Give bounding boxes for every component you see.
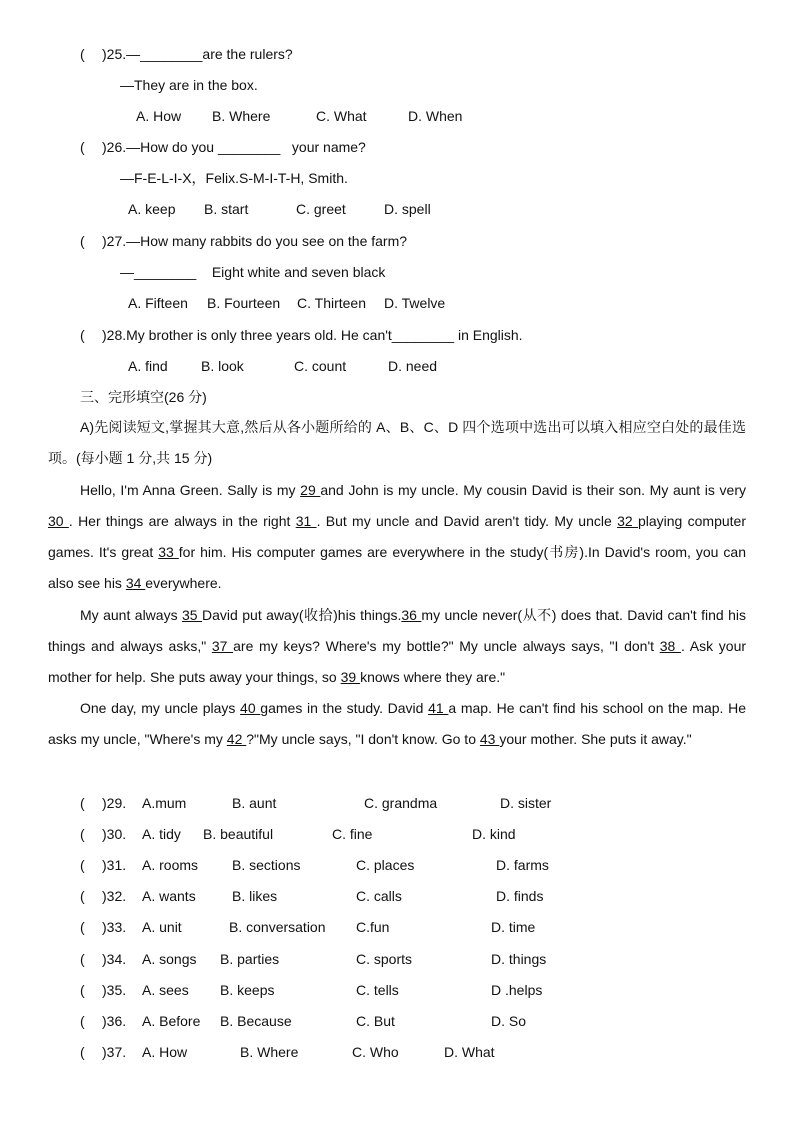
blank-number: 37	[211, 638, 234, 654]
passage-text: ?"My uncle says, "I don't know. Go to	[246, 731, 480, 747]
option-b: B. keeps	[220, 981, 275, 998]
passage-text: a map. He can't find his school on the map. He asks my uncle, "Where's my	[48, 700, 746, 747]
option-a: A. Before	[142, 1012, 201, 1029]
option-d: D. What	[444, 1043, 495, 1060]
option-a: A. keep	[128, 201, 176, 217]
answer-bracket: (	[80, 857, 85, 874]
option-b: B. start	[204, 201, 249, 217]
passage-text: and John is my uncle. My cousin David is their son. My aunt is very	[320, 482, 746, 498]
option-c: C. count	[294, 358, 347, 374]
option-d: D. sister	[500, 795, 552, 811]
blank-number: 36	[401, 607, 422, 623]
blank-number: 40	[240, 700, 261, 716]
passage-text: One day, my uncle plays	[80, 700, 241, 716]
blank-number: 41	[428, 700, 449, 716]
option-a: A. sees	[142, 981, 189, 998]
option-a: A. unit	[142, 919, 182, 936]
option-d: D. farms	[496, 857, 549, 874]
option-d: D .helps	[491, 981, 543, 998]
answer-bracket: (	[80, 826, 85, 843]
question-stem: )27.—How many rabbits do you see on the farm?	[102, 233, 408, 249]
blank-number: 34	[125, 575, 146, 591]
blank-number: 42	[226, 731, 247, 747]
question-number: )32.	[102, 888, 127, 905]
option-c: C. places	[356, 857, 415, 874]
blank-number: 31	[295, 513, 317, 529]
option-c: C. What	[316, 108, 367, 124]
answer-bracket: (	[80, 139, 85, 155]
option-d: D. things	[491, 950, 547, 967]
passage-text: games in the study. David	[260, 700, 429, 716]
passage-text: David put away(收拾)his things.	[202, 607, 402, 623]
passage-paragraph-3	[48, 693, 746, 755]
answer-bracket: (	[80, 233, 85, 249]
option-c: C. sports	[356, 950, 413, 967]
passage-paragraph-1	[48, 475, 746, 599]
option-b: B. Where	[240, 1043, 299, 1060]
option-a: A. rooms	[142, 857, 199, 874]
blank-number: 43	[479, 731, 500, 747]
answer-bracket: (	[80, 795, 85, 811]
option-d: D. So	[491, 1012, 527, 1029]
question-stem: )25.—________are the rulers?	[102, 46, 293, 62]
option-c: C. grandma	[364, 795, 438, 811]
option-d: D. finds	[496, 888, 544, 905]
passage-text: . But my uncle and David aren't tidy. My uncle	[316, 513, 618, 529]
section-instruction	[48, 412, 746, 474]
section-heading: 三、完形填空(26 分)	[80, 389, 207, 405]
option-b: B. likes	[232, 888, 278, 905]
option-b: B. look	[201, 358, 244, 374]
blank-number: 29	[300, 482, 321, 498]
option-c: C.fun	[356, 919, 390, 936]
option-a: A. find	[128, 358, 168, 374]
option-b: B. Because	[220, 1012, 292, 1029]
passage-text: Hello, I'm Anna Green. Sally is my	[80, 482, 301, 498]
option-d: D. kind	[472, 826, 516, 843]
passage-text: my uncle never(从不) does that. David can't find his things and always asks,"	[48, 607, 747, 654]
blank-number: 33	[158, 544, 179, 560]
answer-bracket: (	[80, 981, 85, 998]
passage-text: knows where they are."	[360, 669, 506, 685]
option-c: C. fine	[332, 826, 373, 843]
option-b: B. sections	[232, 857, 301, 874]
option-c: C. Thirteen	[297, 295, 366, 311]
question-number: )36.	[102, 1012, 127, 1029]
question-number: )37.	[102, 1043, 127, 1060]
blank-number: 30	[48, 513, 69, 529]
option-d: D. need	[388, 358, 438, 374]
question-reply: —They are in the box.	[120, 77, 258, 93]
option-a: A. Fifteen	[128, 295, 188, 311]
blank-number: 38	[659, 638, 681, 654]
option-c: C. Who	[352, 1043, 399, 1060]
option-a: A. wants	[142, 888, 196, 905]
passage-text: . Her things are always in the right	[68, 513, 296, 529]
answer-bracket: (	[80, 1012, 85, 1029]
passage-text: . Ask your mother for help. She puts away your things, so	[48, 638, 747, 685]
question-number: )34.	[102, 950, 127, 967]
blank-number: 32	[617, 513, 638, 529]
passage-text: playing computer games. It's great	[48, 513, 746, 560]
passage-text: My aunt always	[80, 607, 183, 623]
option-a: A. songs	[142, 950, 197, 967]
question-stem: )28.My brother is only three years old. He can't________ in English.	[102, 327, 523, 343]
passage-text: are my keys? Where's my bottle?" My uncle always says, "I don't	[233, 638, 660, 654]
option-a: A.mum	[142, 795, 187, 811]
option-a: A. How	[142, 1043, 188, 1060]
question-number: )30.	[102, 826, 127, 843]
option-b: B. Where	[212, 108, 271, 124]
question-number: )33.	[102, 919, 127, 936]
blank-number: 39	[340, 669, 361, 685]
option-c: C. calls	[356, 888, 402, 905]
option-c: C. But	[356, 1012, 395, 1029]
option-b: B. parties	[220, 950, 280, 967]
blank-number: 35	[182, 607, 203, 623]
answer-bracket: (	[80, 46, 85, 62]
question-number: )29.	[102, 795, 127, 811]
option-a: A. How	[136, 108, 182, 124]
answer-bracket: (	[80, 888, 85, 905]
question-number: )35.	[102, 981, 127, 998]
passage-text: for him. His computer games are everywhere in the study(书房).In David's room, you can also see his	[48, 544, 746, 591]
option-a: A. tidy	[142, 826, 181, 843]
option-d: D. Twelve	[384, 295, 446, 311]
instruction-text: A)先阅读短文,掌握其大意,然后从各小题所给的 A、B、C、D 四个选项中选出可以填入相应空白处的最佳选项。(每小题 1 分,共 15 分)	[48, 419, 746, 466]
question-reply: —________ Eight white and seven black	[120, 264, 386, 280]
passage-text: your mother. She puts it away."	[499, 731, 692, 747]
option-b: B. conversation	[229, 919, 326, 936]
answer-bracket: (	[80, 919, 85, 936]
passage-text: everywhere.	[145, 575, 222, 591]
option-b: B. Fourteen	[207, 295, 281, 311]
answer-bracket: (	[80, 327, 85, 343]
option-c: C. greet	[296, 201, 346, 217]
question-stem: )26.—How do you ________ your name?	[102, 139, 366, 155]
option-c: C. tells	[356, 981, 399, 998]
option-d: D. spell	[384, 201, 431, 217]
option-b: B. beautiful	[203, 826, 274, 843]
option-d: D. time	[491, 919, 536, 936]
passage-paragraph-2	[48, 600, 746, 693]
question-reply: —F-E-L-I-X，Felix.S-M-I-T-H, Smith.	[120, 170, 348, 186]
question-number: )31.	[102, 857, 127, 874]
answer-bracket: (	[80, 950, 85, 967]
answer-bracket: (	[80, 1043, 85, 1060]
option-b: B. aunt	[232, 795, 277, 811]
option-d: D. When	[408, 108, 463, 124]
